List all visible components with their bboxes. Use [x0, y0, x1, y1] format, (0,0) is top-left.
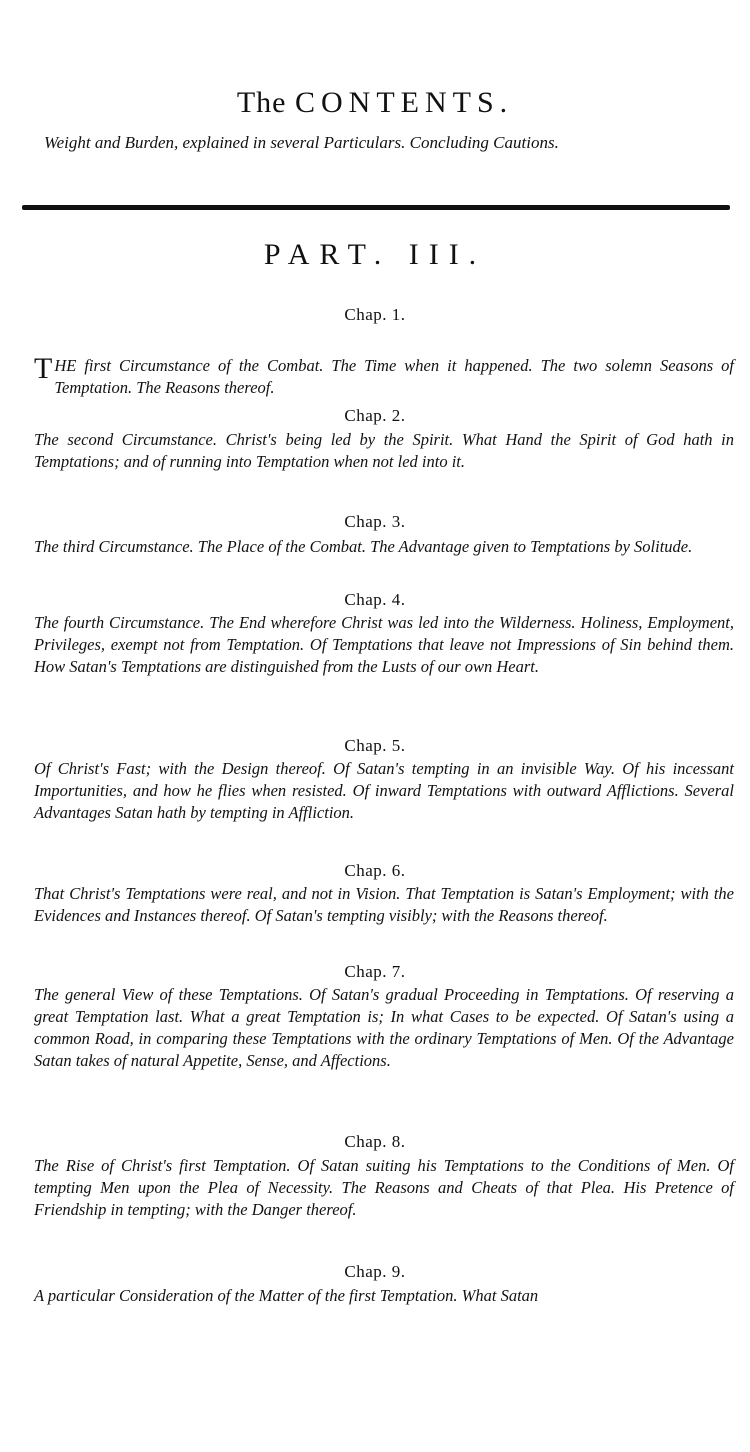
chapter-entry-9: A particular Consideration of the Matter of the first Temptation. What Satan	[34, 1286, 539, 1305]
chapter-heading-1: Chap. 1.	[344, 305, 406, 324]
chapter-heading-7: Chap. 7.	[344, 962, 406, 981]
drop-cap: T	[34, 352, 53, 385]
continuation-text: Weight and Burden, explained in several Particulars. Concluding Cautions.	[44, 133, 559, 152]
chapter-entry-3: The third Circumstance. The Place of the Combat. The Advantage given to Temptations by Solitude.	[34, 537, 693, 556]
running-head-prefix: The	[236, 86, 287, 119]
part-title: PART. III.	[263, 238, 487, 271]
chapter-entry-1-text: HE first Circumstance of the Combat. The Time when it happened. The two solemn Seasons of Temptation. The Reasons thereof.	[54, 356, 734, 397]
chapter-heading-9: Chap. 9.	[344, 1262, 406, 1281]
chapter-entry-4: The fourth Circumstance. The End wherefore Christ was led into the Wilderness. Holiness, Employment, Privileges, exempt not from Temptation. Of Temptations that leave not Impressions of Sin behind them. How Satan's Temptations are distinguished from the Lusts of our own Heart.	[34, 613, 734, 676]
chapter-entry-2: The second Circumstance. Christ's being led by the Spirit. What Hand the Spirit of God hath in Temptations; and of running into Temptation when not led into it.	[34, 430, 734, 471]
chapter-heading-4: Chap. 4.	[344, 590, 406, 609]
divider-rule	[22, 205, 730, 210]
running-head	[0, 86, 750, 120]
chapter-entry-7: The general View of these Temptations. Of Satan's gradual Proceeding in Temptations. Of reserving a great Temptation last. What a great Temptation is; In what Cases to be expected. Of Satan's using a common Road, in comparing these Temptations with the ordinary Temptations of Men. Of the Advantage Satan takes of natural Appetite, Sense, and Affections.	[34, 985, 734, 1070]
chapter-heading-3: Chap. 3.	[344, 512, 406, 531]
chapter-heading-6: Chap. 6.	[344, 861, 406, 880]
chapter-heading-2: Chap. 2.	[344, 406, 406, 425]
chapter-entry-5: Of Christ's Fast; with the Design thereof. Of Satan's tempting in an invisible Way. Of his incessant Importunities, and how he flies when resisted. Of inward Temptations with outward Afflictions. Several Advantages Satan hath by tempting in Affliction.	[34, 759, 734, 822]
chapter-entry-1	[34, 352, 734, 399]
chapter-entry-6: That Christ's Temptations were real, and not in Vision. That Temptation is Satan's Employment; with the Evidences and Instances thereof. Of Satan's tempting visibly; with the Reasons thereof.	[34, 884, 734, 925]
running-head-title: CONTENTS.	[294, 86, 514, 119]
chapter-heading-8: Chap. 8.	[344, 1132, 406, 1151]
chapter-entry-8: The Rise of Christ's first Temptation. Of Satan suiting his Temptations to the Conditions of Men. Of tempting Men upon the Plea of Necessity. The Reasons and Cheats of that Plea. His Pretence of Friendship in tempting; with the Danger thereof.	[34, 1156, 734, 1219]
chapter-heading-5: Chap. 5.	[344, 736, 406, 755]
